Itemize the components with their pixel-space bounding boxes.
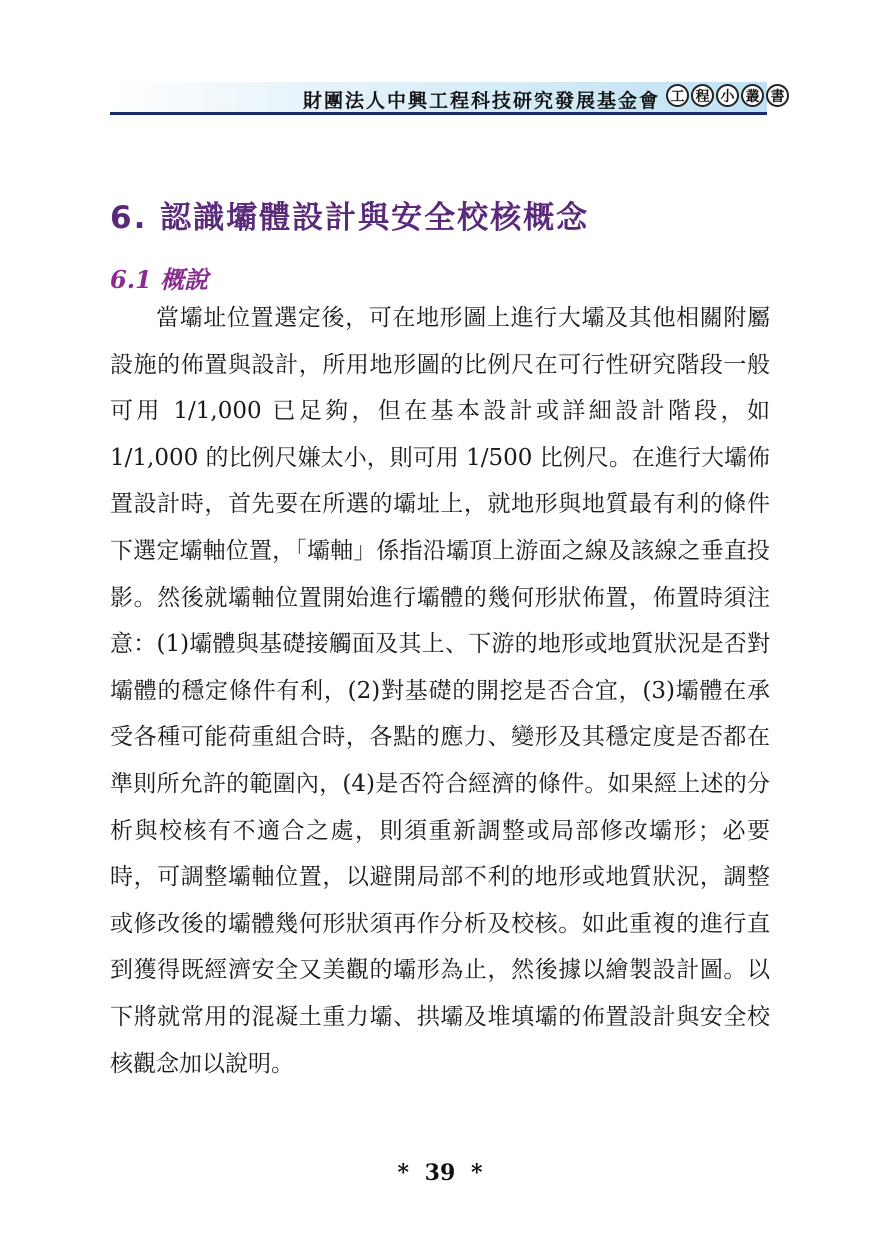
section-title: 6.1 概說 [110,265,209,294]
page-number: * 39 * [397,1160,483,1186]
series-badge [666,84,789,107]
series-char: 叢 [741,84,764,107]
series-char: 書 [766,84,789,107]
body-paragraph: 當壩址位置選定後，可在地形圖上進行大壩及其他相關附屬設施的佈置與設計，所用地形圖的比例尺在可行性研究階段一般可用 1/1,000 已足夠，但在基本設計或詳細設計階段，如 1/1,000 的比例尺嫌太小，則可用 1/500 比例尺。在進行大壩佈置設計時，首先要在所選的壩址上，就地形與地質最有利的條件下選定壩軸位置，「壩軸」係指沿壩頂上游面之線及該線之垂直投影。然後就壩軸位置開始進行壩體的幾何形狀佈置，佈置時須注意：(1)壩體與基礎接觸面及其上、下游的地形或地質狀況是否對壩體的穩定條件有利，(2)對基礎的開挖是否合宜，(3)壩體在承受各種可能荷重組合時，各點的應力、變形及其穩定度是否都在準則所允許的範圍內，(4)是否符合經濟的條件。如果經上述的分析與校核有不適合之處，則須重新調整或局部修改壩形；必要時，可調整壩軸位置，以避開局部不利的地形或地質狀況，調整或修改後的壩體幾何形狀須再作分析及校核。如此重複的進行直到獲得既經濟安全又美觀的壩形為止，然後據以繪製設計圖。以下將就常用的混凝土重力壩、拱壩及堆填壩的佈置設計與安全校核觀念加以說明。 [110,305,770,1077]
series-char: 工 [666,84,689,107]
chapter-title: 6. 認識壩體設計與安全校核概念 [110,200,590,236]
series-char: 小 [716,84,739,107]
header-organization: 財團法人中興工程科技研究發展基金會 [302,90,660,112]
series-char: 程 [691,84,714,107]
